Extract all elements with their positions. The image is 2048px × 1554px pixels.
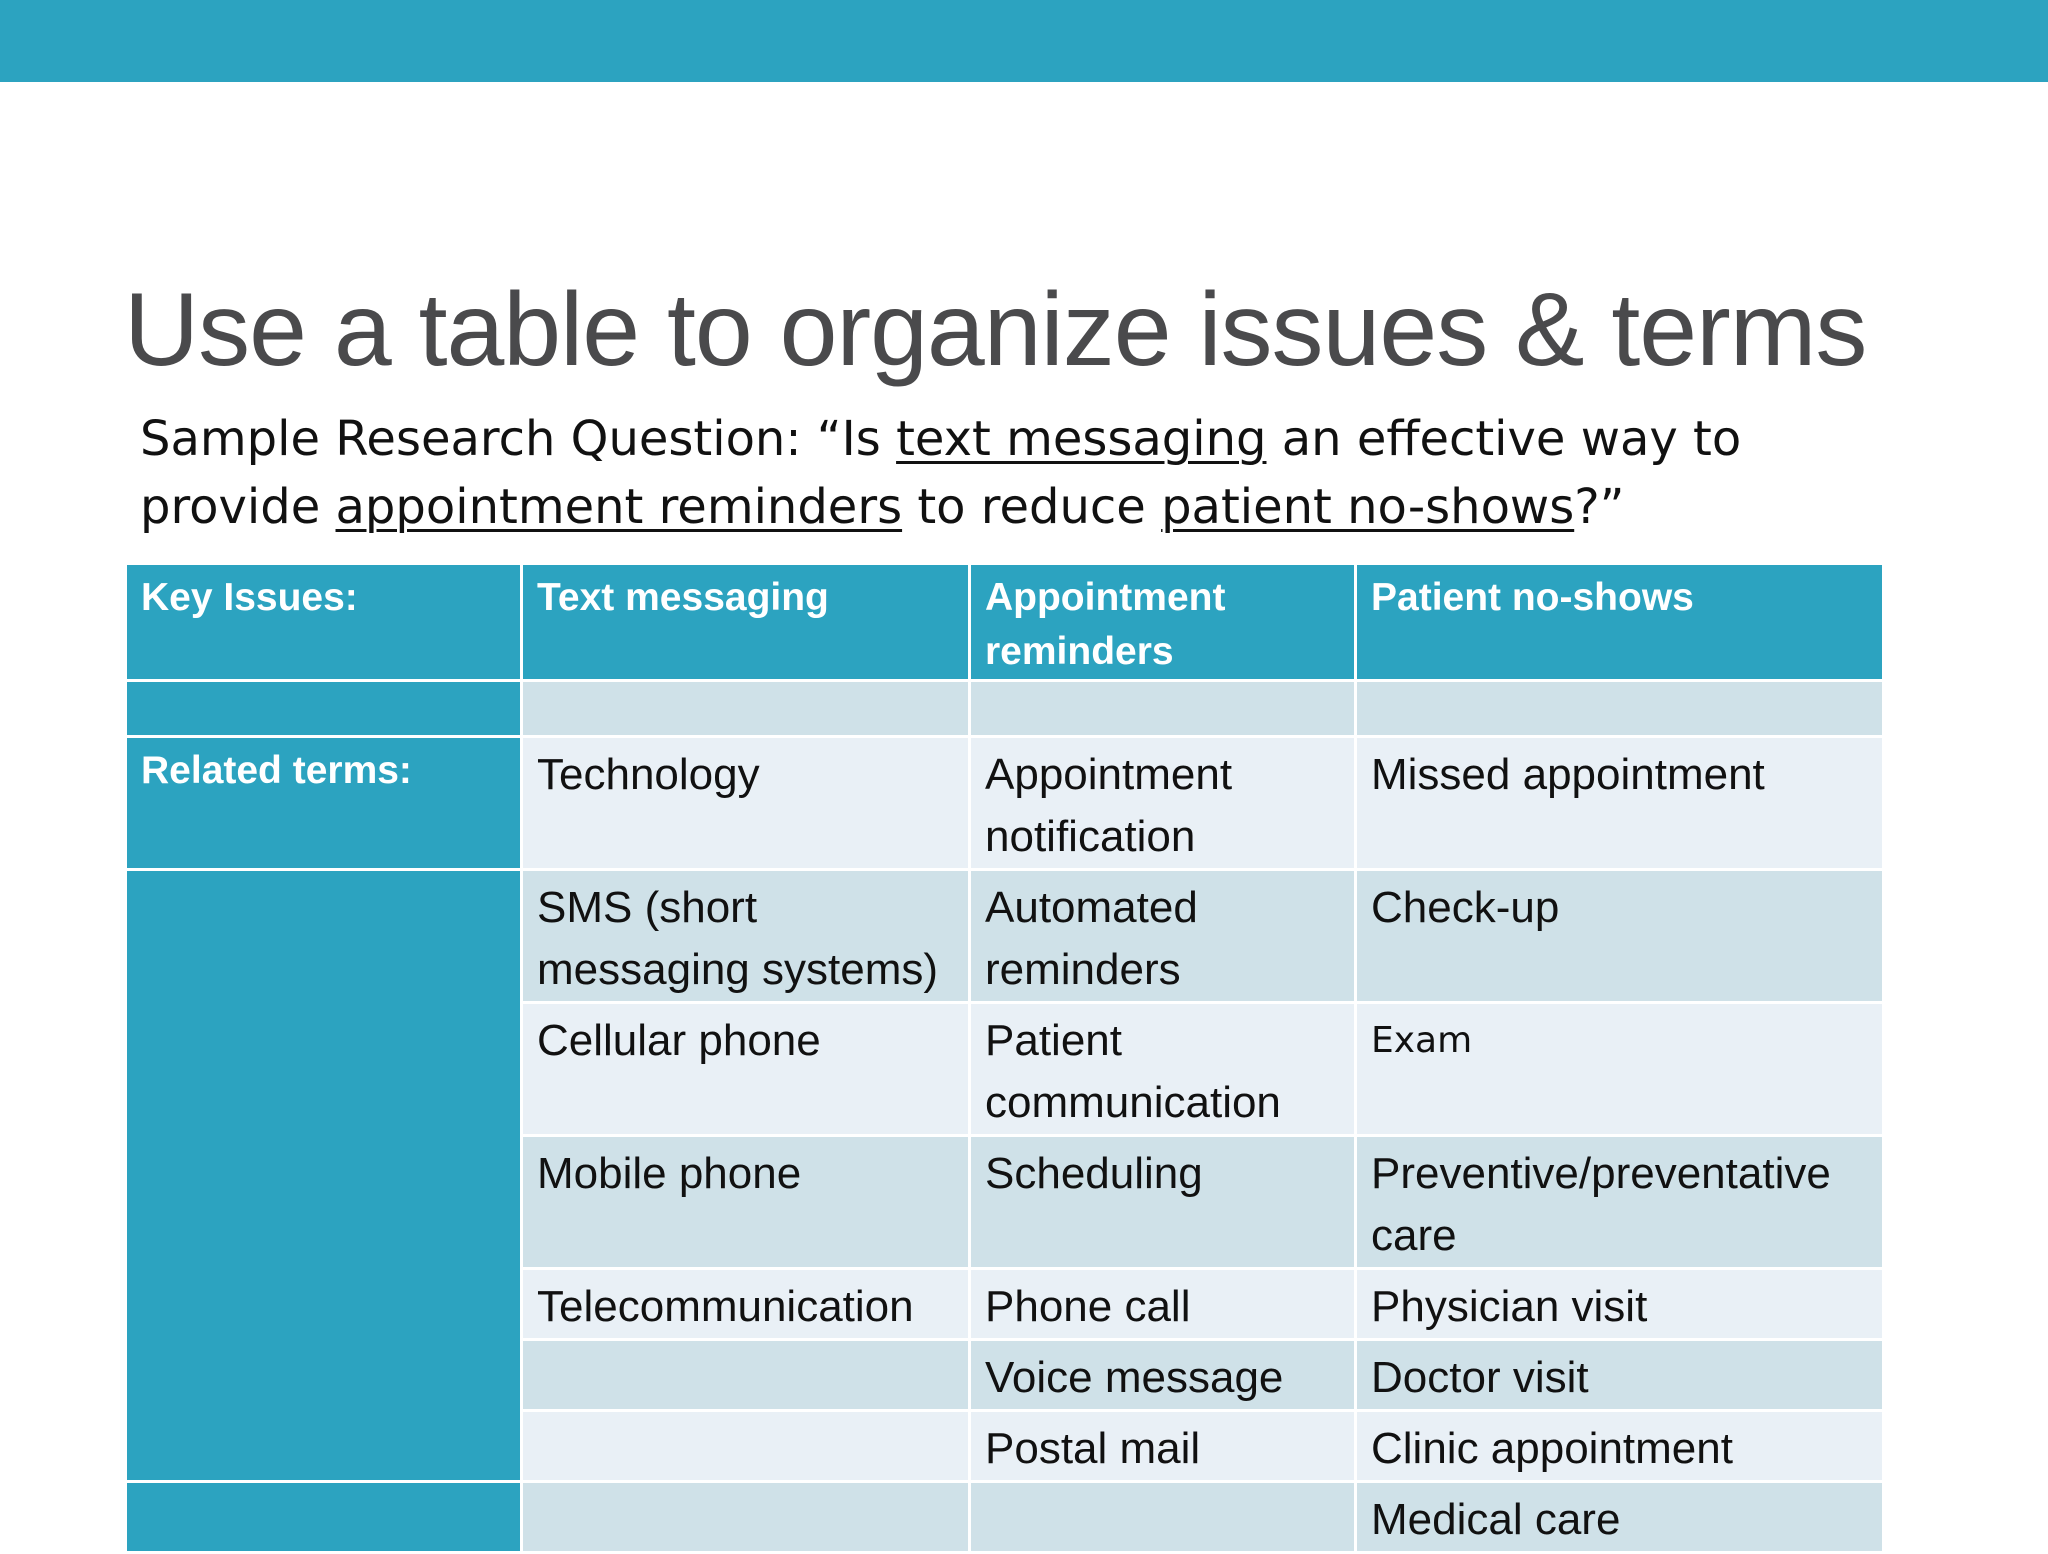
row-label-cell <box>126 681 522 737</box>
table-cell: Phone call <box>970 1269 1356 1340</box>
header-key-issues: Key Issues: <box>126 564 522 681</box>
question-term-text-messaging: text messaging <box>896 411 1267 467</box>
header-appointment-reminders: Appointment reminders <box>970 564 1356 681</box>
table-cell: Medical care <box>1356 1482 1884 1553</box>
table-row <box>126 681 1884 737</box>
question-prefix: Sample Research Question: “Is <box>140 411 897 467</box>
row-label-cell <box>126 870 522 1482</box>
table-cell: Voice message <box>970 1340 1356 1411</box>
header-patient-no-shows: Patient no-shows <box>1356 564 1884 681</box>
table-cell <box>522 681 970 737</box>
table-cell: Physician visit <box>1356 1269 1884 1340</box>
table-cell: Appointment notification <box>970 737 1356 870</box>
table-cell: Patient communication <box>970 1003 1356 1136</box>
table-cell <box>522 1340 970 1411</box>
table-cell: Cellular phone <box>522 1003 970 1136</box>
table-row <box>126 737 1884 870</box>
research-question <box>140 405 1920 541</box>
table-cell: Mobile phone <box>522 1136 970 1269</box>
issues-terms-table <box>124 562 1885 1554</box>
table-cell <box>970 1482 1356 1553</box>
table-cell <box>522 1411 970 1482</box>
table-cell: Clinic appointment <box>1356 1411 1884 1482</box>
slide-title: Use a table to organize issues & terms <box>124 272 1867 388</box>
question-term-appointment-reminders: appointment reminders <box>335 479 903 535</box>
table-cell: Check-up <box>1356 870 1884 1003</box>
question-suffix: ?” <box>1574 479 1625 535</box>
table-cell: Postal mail <box>970 1411 1356 1482</box>
question-term-patient-no-shows: patient no-shows <box>1161 479 1575 535</box>
table-cell <box>970 681 1356 737</box>
row-label-cell <box>126 1482 522 1553</box>
table-cell: Technology <box>522 737 970 870</box>
table-header-row <box>126 564 1884 681</box>
related-terms-label: Related terms: <box>126 737 522 870</box>
table-cell: Missed appointment <box>1356 737 1884 870</box>
table-cell: Preventive/preventative care <box>1356 1136 1884 1269</box>
table-row <box>126 1482 1884 1553</box>
table-cell: Automated reminders <box>970 870 1356 1003</box>
table-cell: Telecommunication <box>522 1269 970 1340</box>
table-cell: SMS (short messaging systems) <box>522 870 970 1003</box>
table-cell <box>522 1482 970 1553</box>
top-accent-bar <box>0 0 2048 82</box>
table-cell: Exam <box>1356 1003 1884 1136</box>
header-text-messaging: Text messaging <box>522 564 970 681</box>
question-mid-2: to reduce <box>902 479 1162 535</box>
table-cell: Scheduling <box>970 1136 1356 1269</box>
table-row <box>126 870 1884 1003</box>
table-cell: Doctor visit <box>1356 1340 1884 1411</box>
question-mid-1: an effective way to provide <box>140 411 1742 535</box>
table-cell <box>1356 681 1884 737</box>
